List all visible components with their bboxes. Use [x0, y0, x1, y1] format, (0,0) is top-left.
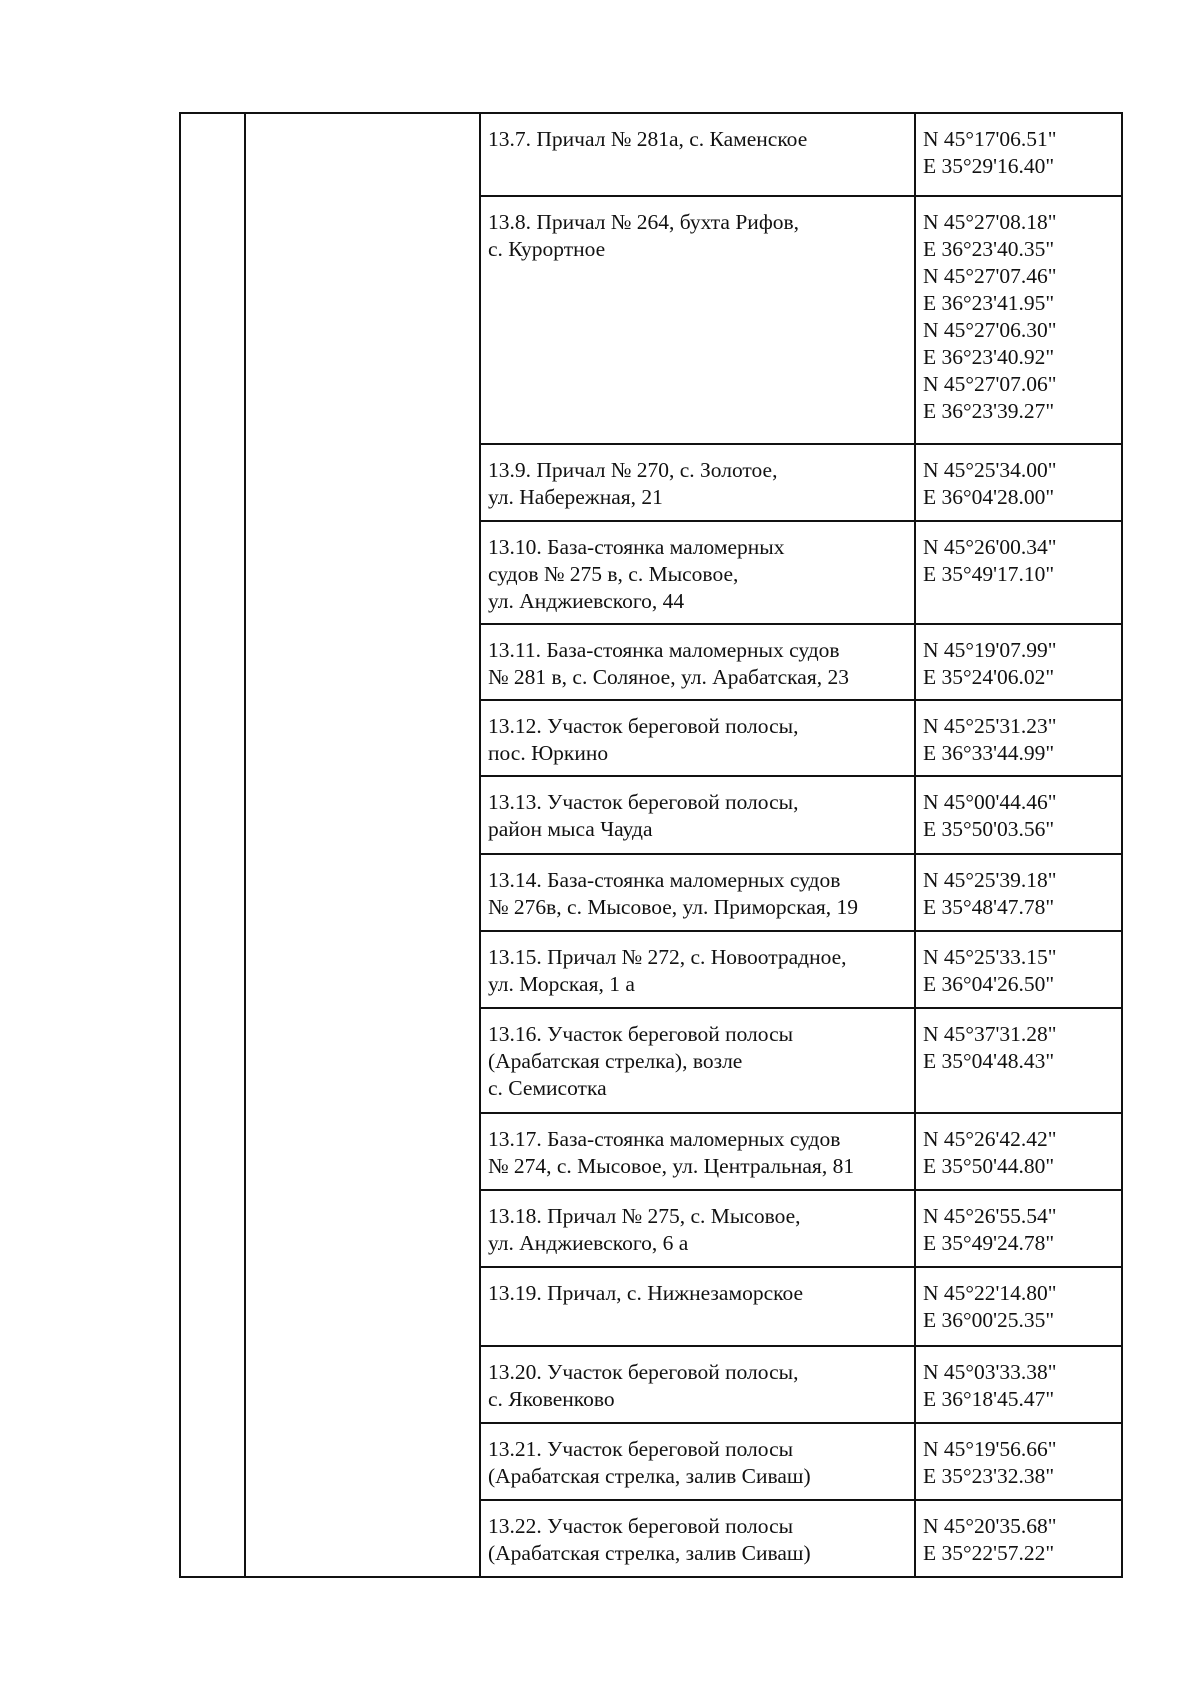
- location-name-line: ул. Морская, 1 а: [488, 972, 635, 996]
- location-name-cell: [480, 1008, 915, 1113]
- coordinate-line: E 36°04'26.50": [923, 972, 1055, 996]
- coordinates-cell: [915, 700, 1122, 776]
- location-name-line: 13.8. Причал № 264, бухта Рифов,: [488, 210, 800, 234]
- table-row: [480, 700, 1122, 776]
- location-name-line: 13.17. База-стоянка маломерных судов: [488, 1127, 841, 1151]
- table-row: [480, 444, 1122, 521]
- coordinate-line: E 35°48'47.78": [923, 895, 1055, 919]
- location-name-line: 13.21. Участок береговой полосы: [488, 1437, 794, 1461]
- coordinates-cell: [915, 854, 1122, 931]
- location-name-line: № 281 в, с. Соляное, ул. Арабатская, 23: [488, 665, 849, 689]
- coordinate-line: N 45°27'07.06": [923, 372, 1057, 396]
- table-row: [480, 1346, 1122, 1423]
- location-name-cell: [480, 624, 915, 700]
- coordinate-line: E 35°49'24.78": [923, 1231, 1055, 1255]
- location-name-cell: [480, 776, 915, 854]
- location-name-cell: [480, 1190, 915, 1267]
- coordinates-cell: [915, 196, 1122, 444]
- coordinates-cell: [915, 931, 1122, 1008]
- location-name-line: 13.12. Участок береговой полосы,: [488, 714, 799, 738]
- table-row: [480, 1113, 1122, 1190]
- location-name-line: ул. Анджиевского, 6 а: [488, 1231, 689, 1255]
- location-name-line: № 274, с. Мысовое, ул. Центральная, 81: [488, 1154, 855, 1178]
- coordinate-line: E 35°49'17.10": [923, 562, 1055, 586]
- coordinates-cell: [915, 1113, 1122, 1190]
- location-name-cell: [480, 1113, 915, 1190]
- location-name-line: (Арабатская стрелка, залив Сиваш): [488, 1464, 811, 1488]
- location-name-line: 13.22. Участок береговой полосы: [488, 1514, 794, 1538]
- coordinate-line: N 45°27'08.18": [923, 210, 1057, 234]
- coordinate-line: E 35°04'48.43": [923, 1049, 1055, 1073]
- coordinate-line: E 36°23'41.95": [923, 291, 1055, 315]
- location-name-line: пос. Юркино: [488, 741, 609, 765]
- location-name-line: 13.10. База-стоянка маломерных: [488, 535, 785, 559]
- table-body: [480, 113, 1122, 1577]
- location-name-cell: [480, 196, 915, 444]
- location-name-line: (Арабатская стрелка, залив Сиваш): [488, 1541, 811, 1565]
- location-name-line: 13.15. Причал № 272, с. Новоотрадное,: [488, 945, 847, 969]
- table-row: [480, 776, 1122, 854]
- location-name-line: 13.13. Участок береговой полосы,: [488, 790, 799, 814]
- location-name-cell: [480, 854, 915, 931]
- coordinates-cell: [915, 1423, 1122, 1500]
- column-divider: [244, 114, 246, 1576]
- coordinate-line: N 45°19'56.66": [923, 1437, 1057, 1461]
- location-name-cell: [480, 700, 915, 776]
- coordinate-line: N 45°25'31.23": [923, 714, 1057, 738]
- table-row: [480, 1500, 1122, 1577]
- location-name-line: ул. Набережная, 21: [488, 485, 663, 509]
- location-name-cell: [480, 1346, 915, 1423]
- location-name-line: 13.18. Причал № 275, с. Мысовое,: [488, 1204, 801, 1228]
- coordinates-cell: [915, 1500, 1122, 1577]
- coordinate-line: E 36°23'40.35": [923, 237, 1055, 261]
- coordinates-cell: [915, 624, 1122, 700]
- coordinates-cell: [915, 1346, 1122, 1423]
- location-name-line: 13.7. Причал № 281а, с. Каменское: [488, 127, 808, 151]
- location-name-cell: [480, 931, 915, 1008]
- table-row: [480, 113, 1122, 196]
- left-empty-columns: [179, 112, 479, 1578]
- coordinates-cell: [915, 1008, 1122, 1113]
- location-name-line: 13.19. Причал, с. Нижнезаморское: [488, 1281, 804, 1305]
- coordinate-line: N 45°22'14.80": [923, 1281, 1057, 1305]
- location-name-cell: [480, 1500, 915, 1577]
- location-name-line: 13.14. База-стоянка маломерных судов: [488, 868, 841, 892]
- coordinates-cell: [915, 444, 1122, 521]
- coordinates-cell: [915, 113, 1122, 196]
- location-name-line: 13.11. База-стоянка маломерных судов: [488, 638, 840, 662]
- coordinate-line: E 36°18'45.47": [923, 1387, 1055, 1411]
- coordinate-line: E 35°29'16.40": [923, 154, 1055, 178]
- coordinate-line: N 45°20'35.68": [923, 1514, 1057, 1538]
- coordinate-line: N 45°27'06.30": [923, 318, 1057, 342]
- coordinates-cell: [915, 776, 1122, 854]
- location-name-line: 13.16. Участок береговой полосы: [488, 1022, 794, 1046]
- location-name-line: с. Яковенково: [488, 1387, 615, 1411]
- coordinates-cell: [915, 1190, 1122, 1267]
- coordinate-line: E 35°24'06.02": [923, 665, 1055, 689]
- table-row: [480, 1423, 1122, 1500]
- location-name-line: ул. Анджиевского, 44: [488, 589, 685, 613]
- table-row: [480, 931, 1122, 1008]
- location-name-cell: [480, 444, 915, 521]
- coordinate-line: E 36°23'39.27": [923, 399, 1055, 423]
- coordinate-line: N 45°00'44.46": [923, 790, 1057, 814]
- coordinate-line: N 45°27'07.46": [923, 264, 1057, 288]
- location-name-line: с. Курортное: [488, 237, 606, 261]
- coordinate-line: N 45°26'00.34": [923, 535, 1057, 559]
- coordinate-line: E 35°22'57.22": [923, 1541, 1055, 1565]
- coordinate-line: N 45°25'39.18": [923, 868, 1057, 892]
- table-row: [480, 521, 1122, 624]
- coordinate-line: E 36°23'40.92": [923, 345, 1055, 369]
- coordinate-line: N 45°26'42.42": [923, 1127, 1057, 1151]
- coordinate-line: N 45°37'31.28": [923, 1022, 1057, 1046]
- coordinate-line: E 35°23'32.38": [923, 1464, 1055, 1488]
- location-name-line: 13.20. Участок береговой полосы,: [488, 1360, 799, 1384]
- coordinate-line: N 45°25'34.00": [923, 458, 1057, 482]
- coordinate-line: E 36°04'28.00": [923, 485, 1055, 509]
- location-name-line: с. Семисотка: [488, 1076, 607, 1100]
- coordinate-line: N 45°03'33.38": [923, 1360, 1057, 1384]
- coordinate-line: E 35°50'03.56": [923, 817, 1055, 841]
- location-name-cell: [480, 113, 915, 196]
- location-name-line: № 276в, с. Мысовое, ул. Приморская, 19: [488, 895, 859, 919]
- location-name-cell: [480, 1423, 915, 1500]
- coordinate-line: N 45°19'07.99": [923, 638, 1057, 662]
- table-row: [480, 1008, 1122, 1113]
- coordinate-line: N 45°17'06.51": [923, 127, 1057, 151]
- coordinate-line: N 45°25'33.15": [923, 945, 1057, 969]
- coordinate-line: E 35°50'44.80": [923, 1154, 1055, 1178]
- location-name-line: 13.9. Причал № 270, с. Золотое,: [488, 458, 778, 482]
- location-name-line: (Арабатская стрелка), возле: [488, 1049, 743, 1073]
- table-row: [480, 854, 1122, 931]
- table-row: [480, 624, 1122, 700]
- location-name-cell: [480, 1267, 915, 1346]
- location-name-line: район мыса Чауда: [488, 817, 653, 841]
- coordinate-line: E 36°00'25.35": [923, 1308, 1055, 1332]
- table-row: [480, 1190, 1122, 1267]
- coordinates-cell: [915, 521, 1122, 624]
- location-name-cell: [480, 521, 915, 624]
- table-row: [480, 196, 1122, 444]
- coordinates-table: [479, 112, 1123, 1578]
- coordinates-cell: [915, 1267, 1122, 1346]
- coordinate-line: N 45°26'55.54": [923, 1204, 1057, 1228]
- table-row: [480, 1267, 1122, 1346]
- location-name-line: судов № 275 в, с. Мысовое,: [488, 562, 739, 586]
- coordinate-line: E 36°33'44.99": [923, 741, 1055, 765]
